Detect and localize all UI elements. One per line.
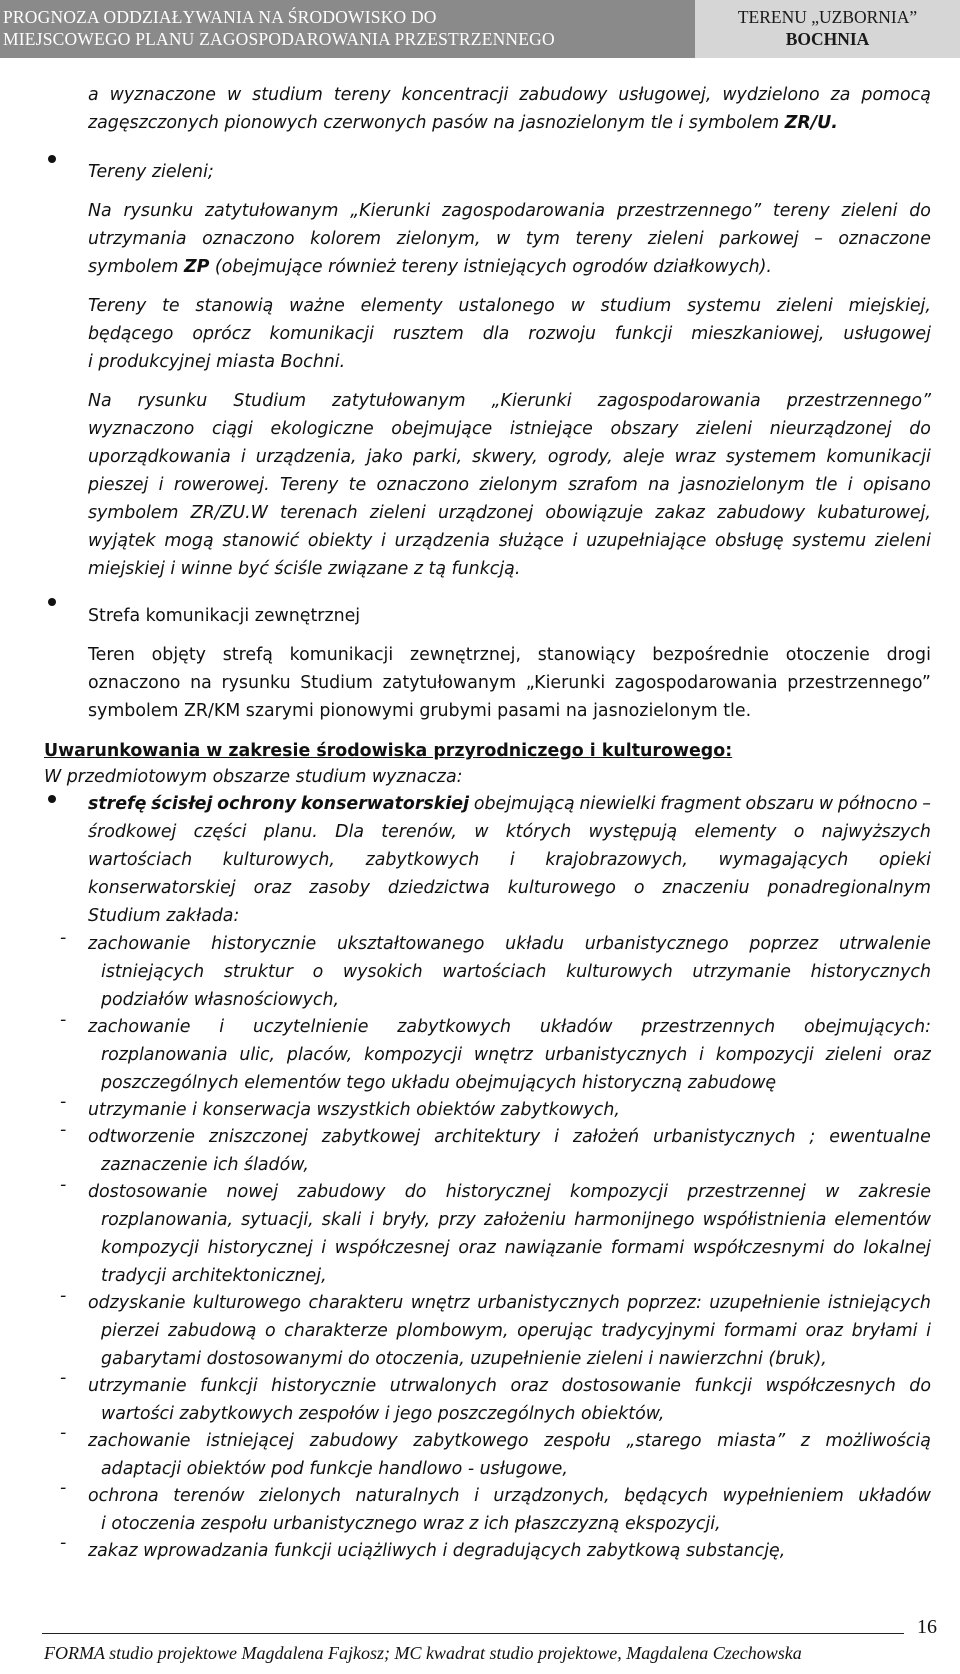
text-line: zakaz wprowadzania funkcji uciążliwych i degradujących zabytkową substancję, xyxy=(88,1541,786,1561)
dash-marker: - xyxy=(60,1478,67,1498)
header-area-name xyxy=(695,0,960,58)
text-line: zachowanie historycznie ukształtowanego układu urbanistycznego poprzez utrwalenie xyxy=(88,934,931,954)
dash-marker: - xyxy=(60,1533,67,1553)
text-line: wartości zabytkowych zespołów i jego poszczególnych obiektów, xyxy=(101,1404,665,1424)
header-title-line-1: PROGNOZA ODDZIAŁYWANIA NA ŚRODOWISKO DO xyxy=(3,7,437,27)
text-line: symbolem ZR/KM szarymi pionowymi grubymi pasami na jasnozielonym tle. xyxy=(88,701,752,721)
text-line: zachowanie istniejącej zabudowy zabytkowego zespołu „starego miasta” z możliwością xyxy=(88,1431,931,1451)
text-line: konserwatorskiej oraz zasoby dziedzictwa kulturowego o znaczeniu ponadregionalnym xyxy=(88,878,931,898)
text-line: zachowanie i uczytelnienie zabytkowych układów przestrzennych obejmujących: xyxy=(88,1017,931,1037)
text-line: pierzei zabudową o charakterze plombowym, operując tradycyjnymi formami oraz bryłami i xyxy=(101,1321,931,1341)
bullet-icon xyxy=(48,795,56,803)
text-line: Na rysunku Studium zatytułowanym „Kierunki zagospodarowania przestrzennego” xyxy=(88,391,931,411)
text-line: rozplanowania, sytuacji, skali i bryły, przy założeniu harmonijnego współistnienia elementów xyxy=(101,1210,931,1230)
text-line: i otoczenia zespołu urbanistycznego wraz z ich płaszczyzną ekspozycji, xyxy=(101,1514,721,1534)
text-line: kompozycji historycznej i współczesnej oraz nawiązanie formami współczesnymi do lokalnej xyxy=(101,1238,931,1258)
text-line: rozplanowania ulic, placów, kompozycji wnętrz urbanistycznych i kompozycji zieleni oraz xyxy=(101,1045,931,1065)
text-line: Teren objęty strefą komunikacji zewnętrznej, stanowiący bezpośrednie otoczenie drogi xyxy=(88,645,931,665)
text-line: symbolem ZR/ZU.W terenach zieleni urządzonej obowiązuje zakaz zabudowy kubaturowej, xyxy=(88,503,931,523)
text-line: adaptacji obiektów pod funkcje handlowo - usługowe, xyxy=(101,1459,568,1479)
dash-marker: - xyxy=(60,1092,67,1112)
text-line: ochrona terenów zielonych naturalnych i urządzonych, będących wypełnieniem układów xyxy=(88,1486,931,1506)
footer-credits: FORMA studio projektowe Magdalena Fajkosz; MC kwadrat studio projektowe, Magdalena Czechowska xyxy=(44,1643,802,1663)
text-line: utrzymanie funkcji historycznie utrwalonych oraz dostosowanie funkcji współczesnych do xyxy=(88,1376,931,1396)
dash-marker: - xyxy=(60,1286,67,1306)
dash-marker: - xyxy=(60,1423,67,1443)
text-line: Studium zakłada: xyxy=(88,906,240,926)
text-line: a wyznaczone w studium tereny koncentracji zabudowy usługowej, wydzielono za pomocą xyxy=(88,85,931,105)
text-line: odzyskanie kulturowego charakteru wnętrz urbanistycznych poprzez: uzupełnienie istniejących xyxy=(88,1293,931,1313)
dash-marker: - xyxy=(60,1175,67,1195)
text-line: Tereny te stanowią ważne elementy ustalonego w studium systemu zieleni miejskiej, xyxy=(88,296,931,316)
bullet-icon xyxy=(48,598,56,606)
text-line: środkowej części planu. Dla terenów, w których występują elementy o najwyższych xyxy=(88,822,931,842)
text-line: miejskiej i winne być ściśle związane z tą funkcją. xyxy=(88,559,521,579)
text-line: poszczególnych elementów tego układu obejmujących historyczną zabudowę xyxy=(101,1073,777,1093)
header-area-line-1: TERENU „UZBORNIA” xyxy=(737,7,918,27)
text-line: odtworzenie zniszczonej zabytkowej architektury i założeń urbanistycznych ; ewentualne xyxy=(88,1127,931,1147)
text-line: W przedmiotowym obszarze studium wyznacza: xyxy=(44,767,463,787)
text-line: zagęszczonych pionowych czerwonych pasów na jasnozielonym tle i symbolem ZR/U. xyxy=(88,113,838,133)
bullet-icon xyxy=(48,155,56,163)
section-heading: Uwarunkowania w zakresie środowiska przyrodniczego i kulturowego: xyxy=(44,741,733,761)
dash-marker: - xyxy=(60,928,67,948)
text-line: wyznaczono ciągi ekologiczne obejmujące istniejące obszary zieleni nieurządzonej do xyxy=(88,419,931,439)
dash-marker: - xyxy=(60,1120,67,1140)
text-line: wyjątek mogą stanowić obiekty i urządzenia służące i uzupełniające obsługę systemu zieleni xyxy=(88,531,931,551)
header-document-title xyxy=(0,0,695,58)
page-header xyxy=(0,0,960,58)
text-line: gabarytami dostosowanymi do otoczenia, uzupełnienie zieleni i nawierzchni (bruk), xyxy=(101,1349,827,1369)
text-line: strefę ścisłej ochrony konserwatorskiej obejmującą niewielki fragment obszaru w północno – xyxy=(88,794,931,814)
text-line: pieszej i rowerowej. Tereny te oznaczono zielonym szrafom na jasnozielonym tle i opisano xyxy=(88,475,931,495)
text-line: utrzymanie i konserwacja wszystkich obiektów zabytkowych, xyxy=(88,1100,620,1120)
text-line: Na rysunku zatytułowanym „Kierunki zagospodarowania przestrzennego” tereny zieleni do xyxy=(88,201,931,221)
text-line: podziałów własnościowych, xyxy=(101,990,340,1010)
page-number: 16 xyxy=(917,1616,937,1638)
text-line: dostosowanie nowej zabudowy do historycznej kompozycji przestrzennej w zakresie xyxy=(88,1182,931,1202)
text-line: tradycji architektonicznej, xyxy=(101,1266,327,1286)
text-line: wartościach kulturowych, zabytkowych i krajobrazowych, wymagających opieki xyxy=(88,850,931,870)
text-line: zaznaczenie ich śladów, xyxy=(101,1155,309,1175)
dash-marker: - xyxy=(60,1010,67,1030)
dash-marker: - xyxy=(60,1368,67,1388)
text-line: będącego oprócz komunikacji rusztem dla rozwoju funkcji mieszkaniowej, usługowej xyxy=(88,324,931,344)
header-area-line-2: BOCHNIA xyxy=(785,29,870,49)
text-line: oznaczono na rysunku Studium zatytułowanym „Kierunki zagospodarowania przestrzennego” xyxy=(88,673,931,693)
text-line: symbolem ZP (obejmujące również tereny istniejących ogrodów działkowych). xyxy=(88,257,772,277)
footer-divider xyxy=(42,1633,904,1634)
header-title-line-2: MIEJSCOWEGO PLANU ZAGOSPODAROWANIA PRZESTRZENNEGO xyxy=(3,29,555,49)
list-item-heading: Strefa komunikacji zewnętrznej xyxy=(88,606,361,626)
text-line: utrzymania oznaczono kolorem zielonym, w tym tereny zieleni parkowej – oznaczone xyxy=(88,229,931,249)
text-line: istniejących struktur o wysokich wartościach kulturowych utrzymanie historycznych xyxy=(101,962,931,982)
list-item-heading: Tereny zieleni; xyxy=(88,162,214,182)
text-line: i produkcyjnej miasta Bochni. xyxy=(88,352,346,372)
text-line: uporządkowania i urządzenia, jako parki, skwery, ogrody, aleje wraz systemem komunikacji xyxy=(88,447,931,467)
